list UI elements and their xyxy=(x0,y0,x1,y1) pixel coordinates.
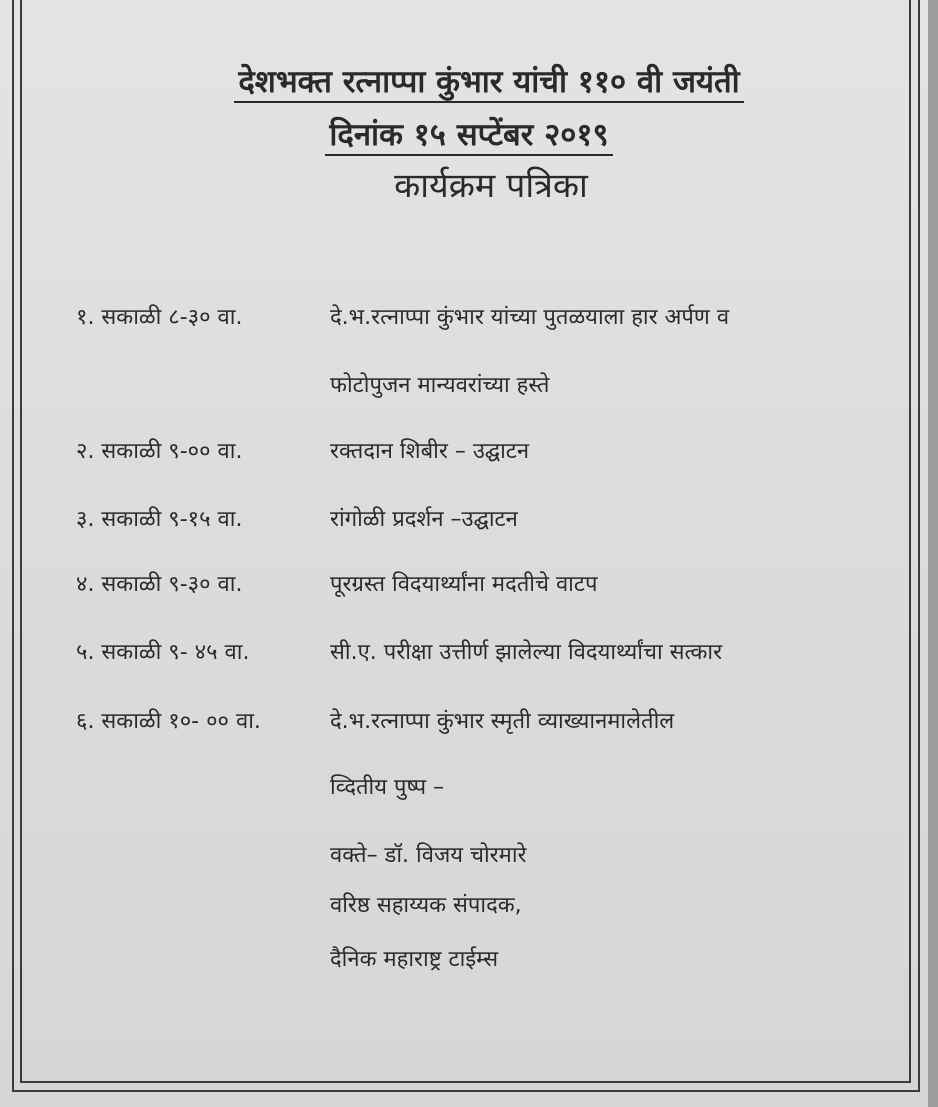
program-item-5 xyxy=(0,633,938,673)
program-item-4 xyxy=(0,565,938,605)
event-title xyxy=(20,62,938,102)
item-time: २. सकाळी ९-०० वा. xyxy=(76,439,243,464)
item-description: रक्तदान शिबीर – उद्घाटन xyxy=(330,439,530,464)
program-item-3 xyxy=(0,500,938,540)
item-description: दे.भ.रत्नाप्पा कुंभार स्मृती व्याख्यानमालेतील xyxy=(330,709,675,734)
item-time: ४. सकाळी ९-३० वा. xyxy=(76,572,243,597)
program-item-2 xyxy=(0,432,938,472)
item-time: ६. सकाळी १०- ०० वा. xyxy=(76,709,261,734)
program-item-1-cont xyxy=(0,366,938,406)
program-item-1 xyxy=(0,298,938,338)
speaker-organization xyxy=(0,940,938,980)
item-description: वक्ते– डॉ. विजय चोरमारे xyxy=(330,843,527,868)
item-description: दैनिक महाराष्ट्र टाईम्स xyxy=(330,947,499,972)
event-date xyxy=(0,115,938,155)
item-description: पूरग्रस्त विदयार्थ्यांना मदतीचे वाटप xyxy=(330,572,598,597)
item-time: १. सकाळी ८-३० वा. xyxy=(76,305,243,330)
item-description: वरिष्ठ सहाय्यक संपादक, xyxy=(330,893,522,918)
item-time: ३. सकाळी ९-१५ वा. xyxy=(76,507,243,532)
program-item-6-cont xyxy=(0,768,938,808)
speaker-line xyxy=(0,836,938,876)
program-item-6 xyxy=(0,702,938,742)
event-date-text: दिनांक १५ सप्टेंबर २०१९ xyxy=(325,117,612,156)
item-time: ५. सकाळी ९- ४५ वा. xyxy=(76,640,250,665)
program-heading: कार्यक्रम पत्रिका xyxy=(394,166,588,206)
item-description: व्दितीय पुष्प – xyxy=(330,775,445,800)
item-description: रांगोळी प्रदर्शन –उद्घाटन xyxy=(330,507,518,532)
item-description: दे.भ.रत्नाप्पा कुंभार यांच्या पुतळयाला हार अर्पण व xyxy=(330,305,730,330)
event-title-text: देशभक्त रत्नाप्पा कुंभार यांची ११० वी जयंती xyxy=(234,64,743,103)
speaker-designation xyxy=(0,886,938,926)
item-description: फोटोपुजन मान्यवरांच्या हस्ते xyxy=(330,373,550,398)
item-description: सी.ए. परीक्षा उत्तीर्ण झालेल्या विदयार्थ्यांचा सत्कार xyxy=(330,640,723,665)
